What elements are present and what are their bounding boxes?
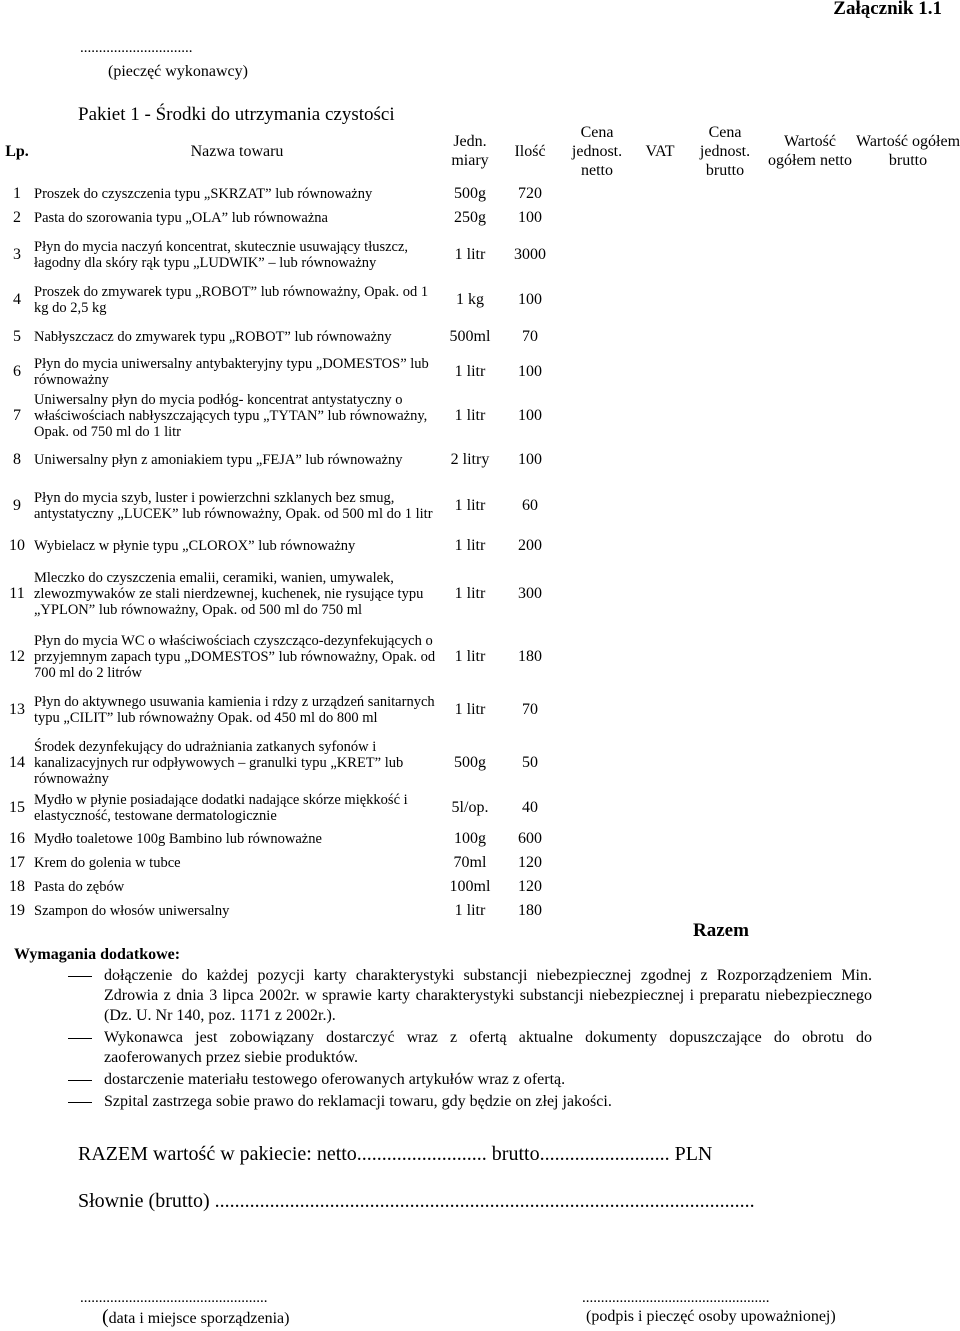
table-row — [0, 182, 960, 206]
table-row — [0, 875, 960, 899]
table-row — [0, 558, 960, 630]
row-qty: 600 — [518, 830, 542, 847]
row-qty: 180 — [518, 648, 542, 665]
row-lp: 7 — [13, 407, 21, 424]
dash-icon — [68, 1038, 92, 1039]
row-lp: 19 — [9, 902, 25, 919]
row-lp: 8 — [13, 451, 21, 468]
row-lp: 10 — [9, 536, 25, 554]
row-unit: 2 litry — [450, 451, 490, 468]
row-name: Mydło w płynie posiadające dodatki nadające skórze miękkość i elastyczność, testowane dermatologicznie — [34, 792, 408, 824]
row-lp: 6 — [13, 363, 21, 380]
row-qty: 3000 — [514, 245, 546, 263]
table-row — [0, 789, 960, 827]
header-row — [0, 120, 960, 182]
row-name: Płyn do mycia szyb, luster i powierzchni szklanych bez smug, antystatyczny „LUCEK” lub równoważny, Opak. od 500 ml do 1 litr — [34, 489, 433, 522]
table-row — [0, 684, 960, 736]
row-name: Płyn do mycia naczyń koncentrat, skutecznie usuwający tłuszcz, łagodny dla skóry rąk typu „LUDWIK” – lub równoważny — [34, 238, 409, 271]
header-lp: Lp. — [5, 142, 29, 160]
row-name: Płyn do mycia WC o właściwościach czyszcząco-dezynfekujących o przyjemnym zapach typu „DOMESTOS” lub równoważny, Opak. od 700 ml do 2 litrów — [34, 633, 436, 681]
table-row — [0, 478, 960, 533]
row-name: Uniwersalny płyn z amoniakiem typu „FEJA” lub równoważny — [34, 452, 403, 468]
row-name: Uniwersalny płyn do mycia podłóg- koncentrat antystatyczny o właściwościach nabłyszczających typu „TYTAN” lub równoważny, Opak. od 750 ml do 1 litr — [34, 392, 428, 440]
row-name: Proszek do czyszczenia typu „SKRZAT” lub równoważny — [34, 186, 373, 202]
row-unit: 1 litr — [454, 902, 486, 919]
row-unit: 5l/op. — [451, 799, 489, 816]
table-row — [0, 280, 960, 320]
stamp-label: (pieczęć wykonawcy) — [108, 63, 248, 80]
row-qty: 200 — [518, 536, 542, 554]
row-name: Pasta do szorowania typu „OLA” lub równoważna — [34, 209, 328, 226]
row-lp: 17 — [9, 854, 25, 871]
row-name: Środek dezynfekujący do udrażniania zatkanych syfonów i kanalizacyjnych rur odpływowych – granulki typu „KRET” lub równoważny — [34, 738, 404, 787]
row-unit: 1 litr — [454, 536, 486, 554]
row-name: Mydło toaletowe 100g Bambino lub równoważne — [34, 831, 322, 847]
row-name: Płyn do mycia uniwersalny antybakteryjny typu „DOMESTOS” lub równoważny — [34, 356, 429, 388]
table-row — [0, 827, 960, 851]
row-qty: 100 — [518, 291, 542, 308]
package-title: Pakiet 1 - Środki do utrzymania czystości — [78, 104, 395, 125]
row-name: Nabłyszczacz do zmywarek typu „ROBOT” lub równoważny — [34, 329, 392, 345]
row-qty: 100 — [518, 407, 542, 424]
row-lp: 9 — [13, 496, 21, 514]
row-lp: 5 — [13, 328, 21, 345]
row-lp: 1 — [13, 185, 21, 202]
row-lp: 16 — [9, 830, 25, 847]
row-unit: 100g — [454, 830, 486, 847]
date-place-paren: ( — [102, 1306, 109, 1328]
row-qty: 100 — [518, 363, 542, 380]
row-lp: 18 — [9, 878, 25, 895]
row-lp: 3 — [13, 245, 21, 263]
row-qty: 300 — [518, 585, 542, 602]
goods-table — [0, 120, 960, 923]
table-row — [0, 320, 960, 354]
signature-label: (podpis i pieczęć osoby upoważnionej) — [586, 1308, 836, 1325]
annex-label: Załącznik 1.1 — [833, 0, 942, 19]
row-lp: 13 — [9, 701, 25, 718]
row-qty: 120 — [518, 854, 542, 871]
razem-label: Razem — [693, 920, 749, 941]
row-qty: 100 — [518, 208, 542, 226]
row-unit: 1 litr — [454, 245, 486, 263]
row-lp: 4 — [13, 291, 21, 308]
date-place-label — [102, 1306, 289, 1329]
table-row — [0, 630, 960, 684]
table-row — [0, 390, 960, 442]
list-item — [0, 966, 960, 1026]
row-unit: 250g — [454, 208, 486, 226]
row-lp: 2 — [13, 208, 21, 226]
requirements-title: Wymagania dodatkowe: — [14, 946, 181, 963]
table-row — [0, 206, 960, 229]
header-total-net: Wartość ogółem netto — [768, 133, 852, 169]
header-price-net: Cena jednost. netto — [571, 123, 623, 179]
row-unit: 1 kg — [456, 291, 484, 308]
header-price-gross: Cena jednost. brutto — [699, 123, 751, 179]
list-item — [0, 1070, 960, 1090]
row-unit: 100ml — [449, 878, 491, 895]
row-unit: 1 litr — [454, 701, 486, 718]
table-row — [0, 229, 960, 280]
row-qty: 70 — [522, 328, 538, 345]
row-lp: 15 — [9, 799, 25, 816]
row-qty: 180 — [518, 902, 542, 919]
dash-icon — [68, 1080, 92, 1081]
header-vat: VAT — [645, 142, 675, 160]
dash-icon — [68, 1102, 92, 1103]
header-unit: Jedn. miary — [451, 133, 489, 169]
package-total-line: RAZEM wartość w pakiecie: netto.......................... brutto.......................... PLN — [78, 1143, 713, 1165]
row-lp: 12 — [9, 648, 25, 665]
row-qty: 60 — [522, 496, 538, 514]
table-row — [0, 442, 960, 478]
row-unit: 500ml — [449, 328, 491, 345]
row-name: Szampon do włosów uniwersalny — [34, 903, 230, 919]
amount-in-words-line: Słownie (brutto) ............................................................................................................ — [78, 1190, 755, 1212]
date-place-dots: .................................................. — [80, 1290, 268, 1306]
row-qty: 70 — [522, 701, 538, 718]
row-unit: 500g — [454, 185, 486, 202]
row-unit: 70ml — [453, 854, 487, 871]
row-lp: 11 — [9, 585, 25, 602]
table-row — [0, 736, 960, 789]
table-row — [0, 899, 960, 923]
requirements-list — [0, 966, 960, 1114]
row-qty: 120 — [518, 878, 542, 895]
row-unit: 1 litr — [454, 363, 486, 380]
row-name: Wybielacz w płynie typu „CLOROX” lub równoważny — [34, 537, 356, 554]
requirement-text: dołączenie do każdej pozycji karty charakterystyki substancji niebezpiecznej zgodnej z Rozporządzeniem Min. Zdrowia z dnia 3 lipca 2002r. w sprawie karty charakterystyki substancji niebezpiecznej i preparatu niebezpiecznego (Dz. U. Nr 140, poz. 1171 z 2002r.). — [104, 967, 872, 1024]
row-name: Proszek do zmywarek typu „ROBOT” lub równoważny, Opak. od 1 kg do 2,5 kg — [34, 284, 429, 316]
dash-icon — [68, 976, 92, 977]
row-unit: 1 litr — [454, 585, 486, 602]
row-unit: 1 litr — [454, 648, 486, 665]
row-lp: 14 — [9, 753, 25, 771]
row-name: Krem do golenia w tubce — [34, 855, 181, 871]
requirement-text: Wykonawca jest zobowiązany dostarczyć wraz z ofertą aktualne dokumenty dopuszczające do obrotu do zaoferowanych przez siebie produktów. — [104, 1029, 872, 1066]
table-row — [0, 354, 960, 390]
table-row — [0, 533, 960, 558]
row-unit: 1 litr — [454, 496, 486, 514]
header-name: Nazwa towaru — [190, 142, 284, 160]
header-total-gross: Wartość ogółem brutto — [856, 133, 960, 169]
date-place-text: data i miejsce sporządzenia) — [108, 1310, 290, 1327]
row-name: Pasta do zębów — [34, 879, 125, 895]
list-item — [0, 1092, 960, 1112]
signature-dots: .................................................. — [582, 1290, 770, 1306]
stamp-dots: .............................. — [80, 40, 193, 56]
requirement-text: Szpital zastrzega sobie prawo do reklamacji towaru, gdy będzie on złej jakości. — [104, 1093, 612, 1110]
row-name: Mleczko do czyszczenia emalii, ceramiki, wanien, umywalek, zlewozmywaków ze stali nierdzewnej, kuchenek, nie rysujące typu „YPLON” lub równoważny, Opak. od 500 ml do 750 ml — [34, 570, 424, 618]
table-row — [0, 851, 960, 875]
row-unit: 1 litr — [454, 407, 486, 424]
row-qty: 100 — [518, 451, 542, 468]
row-name: Płyn do aktywnego usuwania kamienia i rdzy z urządzeń sanitarnych typu „CILIT” lub równoważny Opak. od 450 ml do 800 ml — [34, 694, 435, 726]
row-qty: 40 — [522, 799, 538, 816]
header-qty: Ilość — [514, 142, 546, 160]
row-unit: 500g — [454, 753, 486, 771]
row-qty: 720 — [518, 185, 542, 202]
requirement-text: dostarczenie materiału testowego oferowanych artykułów wraz z ofertą. — [104, 1071, 566, 1088]
row-qty: 50 — [522, 753, 538, 771]
list-item — [0, 1028, 960, 1068]
